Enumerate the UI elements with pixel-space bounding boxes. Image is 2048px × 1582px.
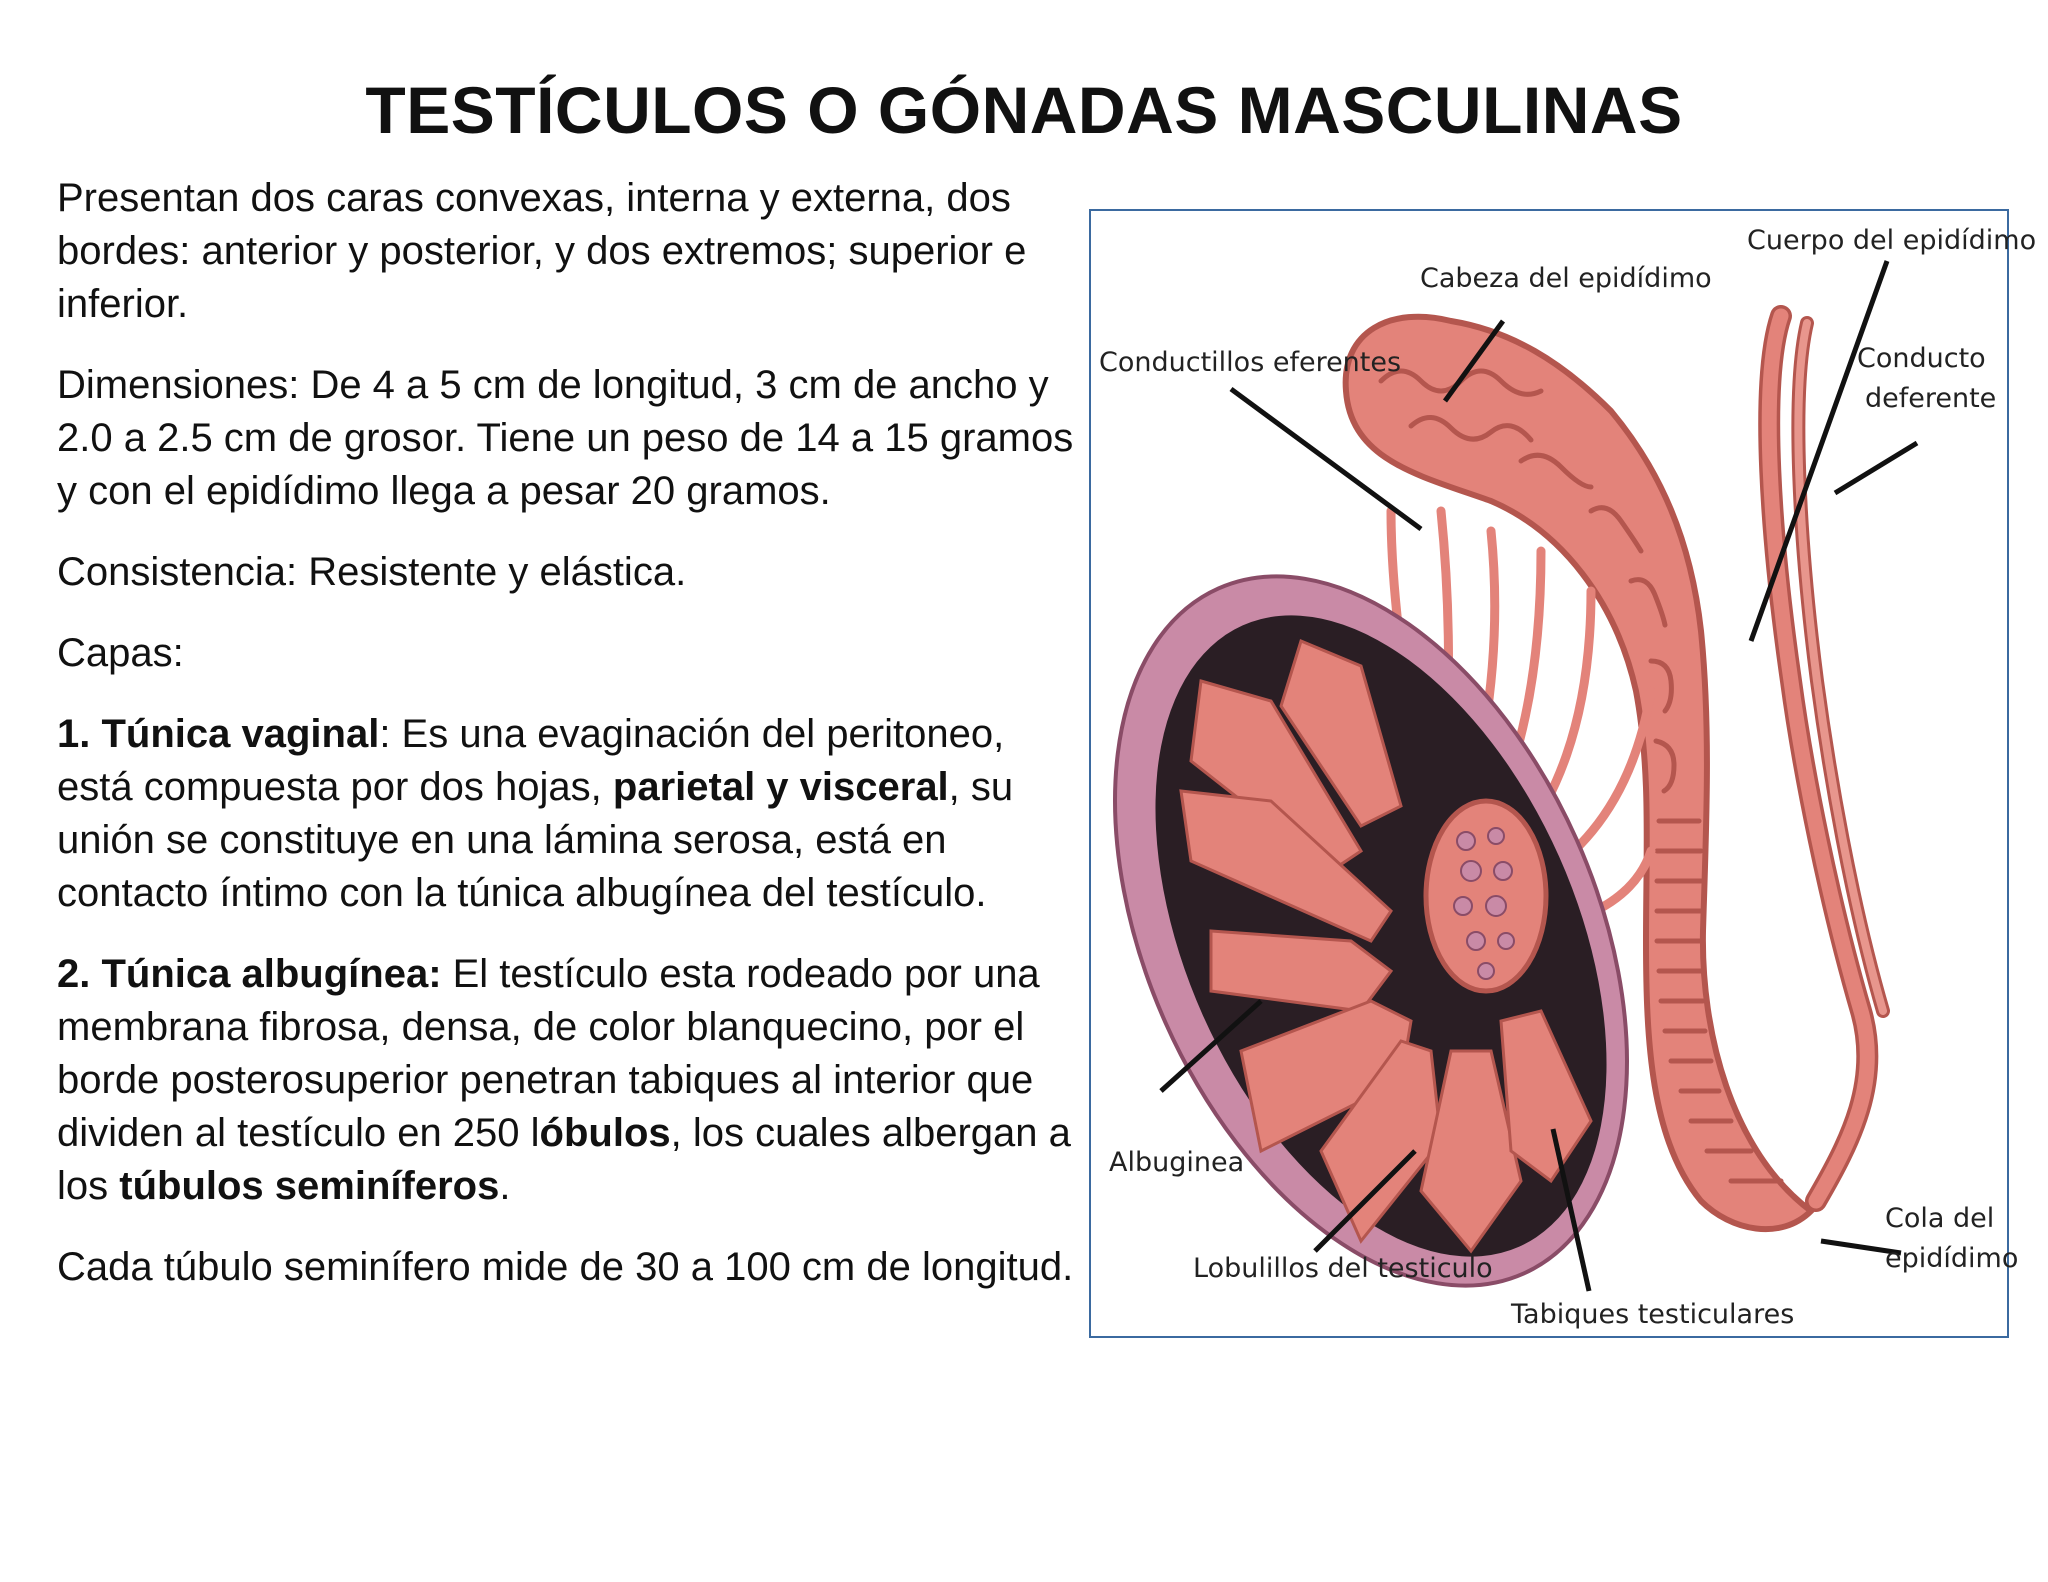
- tunica-vaginal-bold: parietal y visceral: [612, 765, 949, 809]
- anatomy-figure: [1089, 209, 2037, 1338]
- label-albuginea: Albuginea: [1109, 1147, 1245, 1178]
- paragraph-dimensions: Dimensiones: De 4 a 5 cm de longitud, 3 cm de ancho y 2.0 a 2.5 cm de grosor. Tiene un peso de 14 a 15 gramos y con el epidídimo llega a pesar 20 gramos.: [57, 363, 1074, 513]
- paragraph-tunica-albuginea: [57, 948, 1077, 1213]
- label-cabeza-epididimo: Cabeza del epidídimo: [1420, 263, 1712, 294]
- paragraph-tunica-vaginal: [57, 708, 1077, 920]
- label-conductillos-eferentes: Conductillos eferentes: [1099, 347, 1402, 378]
- label-cola-line1: Cola del: [1885, 1203, 1995, 1234]
- tunica-albuginea-label: 2. Túnica albugínea:: [57, 952, 442, 996]
- tunica-albuginea-text-1: El testículo esta rodeado por una membrana fibrosa, densa, de color blanquecino, por el borde posterosuperior penetran tabiques al interior que dividen al testículo en 250 l: [57, 952, 1040, 1155]
- label-cola-line2: epidídimo: [1885, 1243, 2019, 1274]
- tunica-vaginal-text-2: , su unión se constituye en una lámina serosa, está en contacto íntimo con la túnica albugínea del testículo.: [57, 765, 1014, 915]
- slide-title: TESTÍCULOS O GÓNADAS MASCULINAS: [365, 73, 1683, 147]
- paragraph-faces: Presentan dos caras convexas, interna y externa, dos bordes: anterior y posterior, y dos extremos; superior e inferior.: [57, 176, 1027, 326]
- tubulos-bold: túbulos seminíferos: [119, 1164, 500, 1208]
- lobulos-bold: óbulos: [539, 1111, 671, 1155]
- paragraph-tubule-length: Cada túbulo seminífero mide de 30 a 100 cm de longitud.: [57, 1245, 1074, 1289]
- tunica-vaginal-label: 1. Túnica vaginal: [57, 712, 380, 756]
- text-column: [57, 172, 1077, 1322]
- tunica-albuginea-text-2: , los cuales albergan a los: [57, 1111, 1071, 1208]
- paragraph-layers: Capas:: [57, 631, 184, 675]
- label-tabiques: Tabiques testiculares: [1511, 1299, 1795, 1330]
- label-conducto-line1: Conducto: [1857, 343, 1986, 374]
- testis-illustration: [1091, 211, 2037, 1336]
- tunica-albuginea-text-3: .: [499, 1164, 511, 1208]
- tunica-vaginal-text-1: : Es una evaginación del peritoneo, está compuesta por dos hojas,: [57, 712, 1005, 809]
- paragraph-consistency: Consistencia: Resistente y elástica.: [57, 550, 687, 594]
- label-lobulillos: Lobulillos del testiculo: [1193, 1253, 1493, 1284]
- label-cuerpo-epididimo: Cuerpo del epidídimo: [1747, 225, 2037, 256]
- label-conducto-line2: deferente: [1865, 383, 1997, 414]
